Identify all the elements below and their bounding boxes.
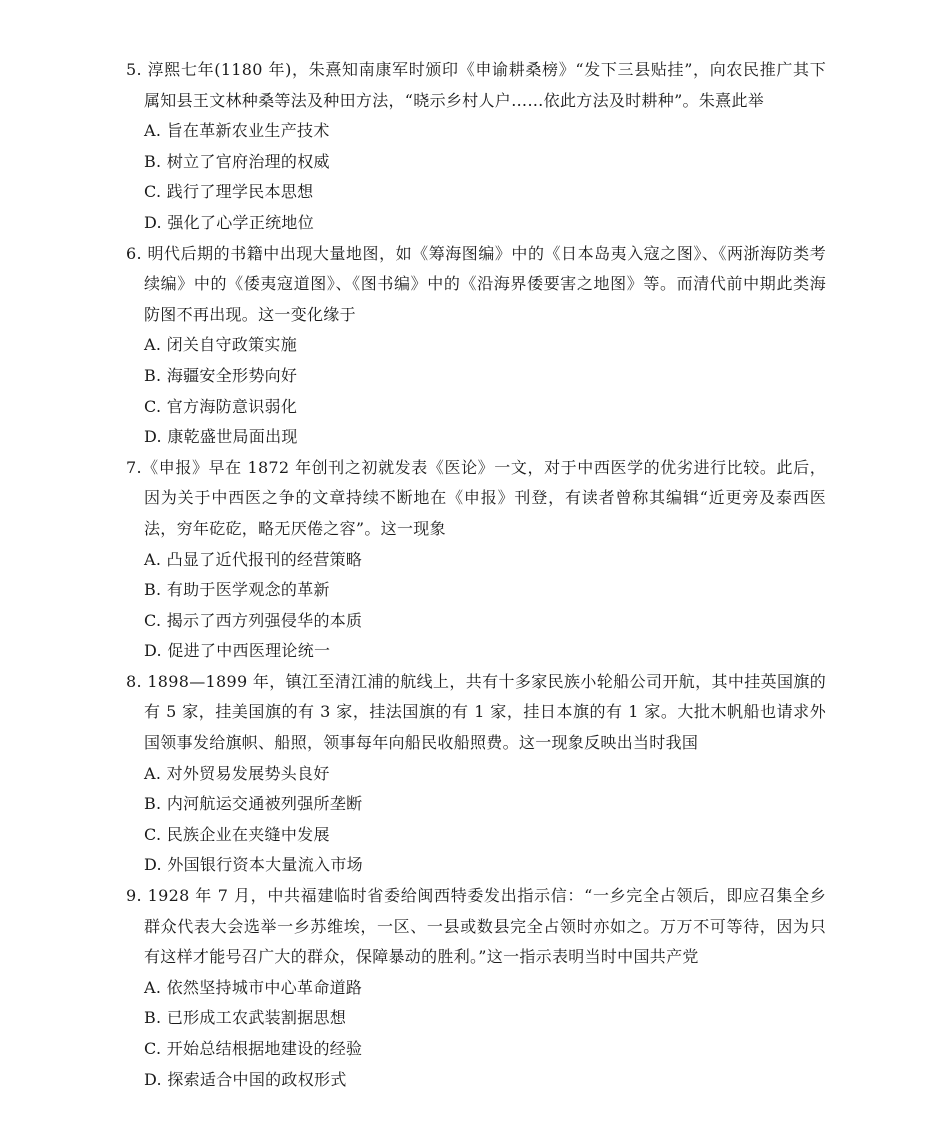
option-a: A. 凸显了近代报刊的经营策略: [144, 549, 363, 569]
option-c: C. 践行了理学民本思想: [144, 182, 314, 202]
option-a: A. 对外贸易发展势头良好: [144, 763, 330, 783]
option-b: B. 海疆安全形势向好: [144, 365, 298, 385]
option-a: A. 依然坚持城市中心革命道路: [144, 977, 363, 997]
option-a: A. 旨在革新农业生产技术: [144, 121, 330, 141]
option-d: D. 探索适合中国的政权形式: [144, 1069, 347, 1089]
option-a: A. 闭关自守政策实施: [144, 335, 298, 355]
question-8: [126, 667, 826, 881]
question-6: [126, 239, 826, 453]
question-9: [126, 881, 826, 1095]
exam-page: [126, 55, 826, 1095]
option-b: B. 有助于医学观念的革新: [144, 580, 330, 600]
question-7: [126, 453, 826, 667]
option-b: B. 已形成工农武装割据思想: [144, 1008, 347, 1028]
question-stem: 8. 1898—1899 年，镇江至清江浦的航线上，共有十多家民族小轮船公司开航，其中挂英国旗的有 5 家，挂美国旗的有 3 家，挂法国旗的有 1 家，挂日本旗的有 1 家。大批木帆船也请求外国领事发给旗帜、船照，领事每年向船民收船照费。这一现象反映出当时我国: [126, 671, 826, 753]
option-c: C. 民族企业在夹缝中发展: [144, 824, 330, 844]
option-c: C. 官方海防意识弱化: [144, 396, 298, 416]
option-list: [126, 973, 826, 1095]
option-c: C. 开始总结根据地建设的经验: [144, 1039, 363, 1058]
question-stem: 9. 1928 年 7 月，中共福建临时省委给闽西特委发出指示信：“一乡完全占领后，即应召集全乡群众代表大会选举一乡苏维埃，一区、一县或数县完全占领时亦如之。万万不可等待，因为只有这样才能号召广大的群众，保障暴动的胜利。”这一指示表明当时中国共产党: [126, 886, 826, 967]
option-c: C. 揭示了西方列强侵华的本质: [144, 610, 363, 630]
option-d: D. 强化了心学正统地位: [144, 212, 315, 232]
question-stem: 7.《申报》早在 1872 年创刊之初就发表《医论》一文，对于中西医学的优劣进行比较。此后，因为关于中西医之争的文章持续不断地在《申报》刊登，有读者曾称其编辑“近更旁及泰西医法，穷年矻矻，略无厌倦之容”。这一现象: [126, 457, 826, 538]
question-stem: 5. 淳熙七年(1180 年)，朱熹知南康军时颁印《申谕耕桑榜》“发下三县贴挂”，向农民推广其下属知县王文林种桑等法及种田方法，“晓示乡村人户……依此方法及时耕种”。朱熹此举: [126, 60, 826, 110]
option-d: D. 康乾盛世局面出现: [144, 427, 298, 447]
option-list: [126, 330, 826, 452]
option-list: [126, 116, 826, 238]
option-list: [126, 545, 826, 667]
question-5: [126, 55, 826, 239]
question-stem: 6. 明代后期的书籍中出现大量地图，如《筹海图编》中的《日本岛夷入寇之图》、《两浙海防类考续编》中的《倭夷寇道图》、《图书编》中的《沿海界倭要害之地图》等。而清代前中期此类海防图不再出现。这一变化缘于: [126, 243, 826, 324]
option-list: [126, 759, 826, 881]
option-d: D. 外国银行资本大量流入市场: [144, 855, 363, 875]
option-d: D. 促进了中西医理论统一: [144, 641, 331, 661]
option-b: B. 内河航运交通被列强所垄断: [144, 794, 363, 814]
option-b: B. 树立了官府治理的权威: [144, 151, 330, 171]
